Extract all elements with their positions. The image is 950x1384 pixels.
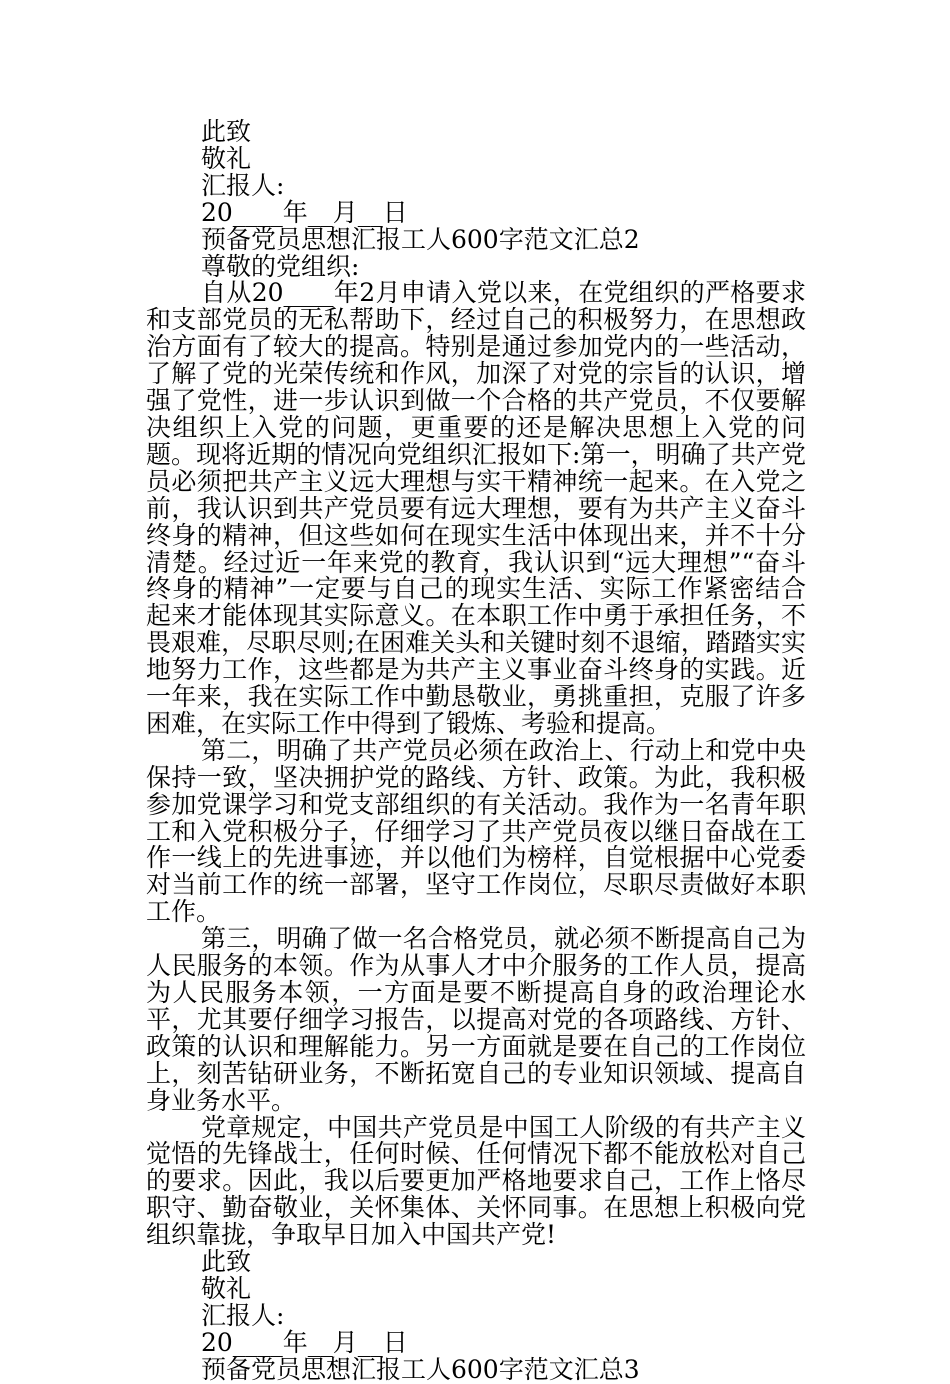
section-title-2: 预备党员思想汇报工人600字范文汇总3 — [201, 1354, 640, 1384]
reporter-line-2: 汇报人: — [201, 1300, 285, 1330]
body-paragraph-1: 自从20____年2月申请入党以来，在党组织的严格要求和支部党员的无私帮助下，经过自己的积极努力，在思想政治方面有了较大的提高。特别是通过参加党内的一些活动，了解了党的光荣传统和作风，加深了对党的宗旨的认识，增强了党性，进一步认识到做一个合格的共产党员，不仅要解决组织上入党的问题，更重要的还是解决思想上入党的问题。现将近期的情况向党组织汇报如下:第一，明确了共产党员必须把共产主义远大理想与实干精神统一起来。在入党之前，我认识到共产党员要有远大理想，要有为共产主义奋斗终身的精神，但这些如何在现实生活中体现出来，并不十分清楚。经过近一年来党的教育，我认识到“远大理想”“奋斗终身的精神”一定要与自己的现实生活、实际工作紧密结合起来才能体现其实际意义。在本职工作中勇于承担任务，不畏艰难，尽职尽则;在困难关头和关键时刻不退缩，踏踏实实地努力工作，这些都是为共产主义事业奋斗终身的实践。近一年来，我在实际工作中勤恳敬业，勇挑重担，克服了许多困难，在实际工作中得到了锻炼、考验和提高。 — [146, 278, 806, 738]
closing-line-2: 此致 — [201, 1247, 252, 1277]
body-paragraph-3: 第三，明确了做一名合格党员，就必须不断提高自己为人民服务的本领。作为从事人才中介服务的工作人员，提高为人民服务本领，一方面是要不断提高自身的政治理论水平，尤其要仔细学习报告，以提高对党的各项路线、方针、政策的认识和理解能力。另一方面就是要在自己的工作岗位上，刻苦钻研业务，不断拓宽自己的专业知识领域、提高自身业务水平。 — [146, 924, 806, 1115]
body-paragraph-4: 党章规定，中国共产党员是中国工人阶级的有共产主义觉悟的先锋战士，任何时候、任何情况下都不能放松对自己的要求。因此，我以后要更加严格地要求自己，工作上恪尽职守、勤奋敬业，关怀集体、关怀同事。在思想上积极向党组织靠拢，争取早日加入中国共产党! — [146, 1112, 806, 1250]
body-paragraph-2: 第二，明确了共产党员必须在政治上、行动上和党中央保持一致，坚决拥护党的路线、方针、政策。为此，我积极参加党课学习和党支部组织的有关活动。我作为一名青年职工和入党积极分子，仔细学习了共产党员夜以继日奋战在工作一线上的先进事迹，并以他们为榜样，自觉根据中心党委对当前工作的统一部署，坚守工作岗位，尽职尽责做好本职工作。 — [146, 735, 806, 927]
greeting-line: 尊敬的党组织: — [201, 251, 360, 281]
date-line: 20____年__月__日 — [201, 197, 408, 227]
reporter-line: 汇报人: — [201, 170, 285, 200]
date-line-2: 20____年__月__日 — [201, 1327, 408, 1357]
document-page — [146, 119, 806, 1384]
closing-line: 此致 — [201, 117, 252, 146]
salute-line-2: 敬礼 — [201, 1273, 252, 1303]
salute-line: 敬礼 — [201, 143, 252, 173]
section-title: 预备党员思想汇报工人600字范文汇总2 — [201, 224, 640, 254]
